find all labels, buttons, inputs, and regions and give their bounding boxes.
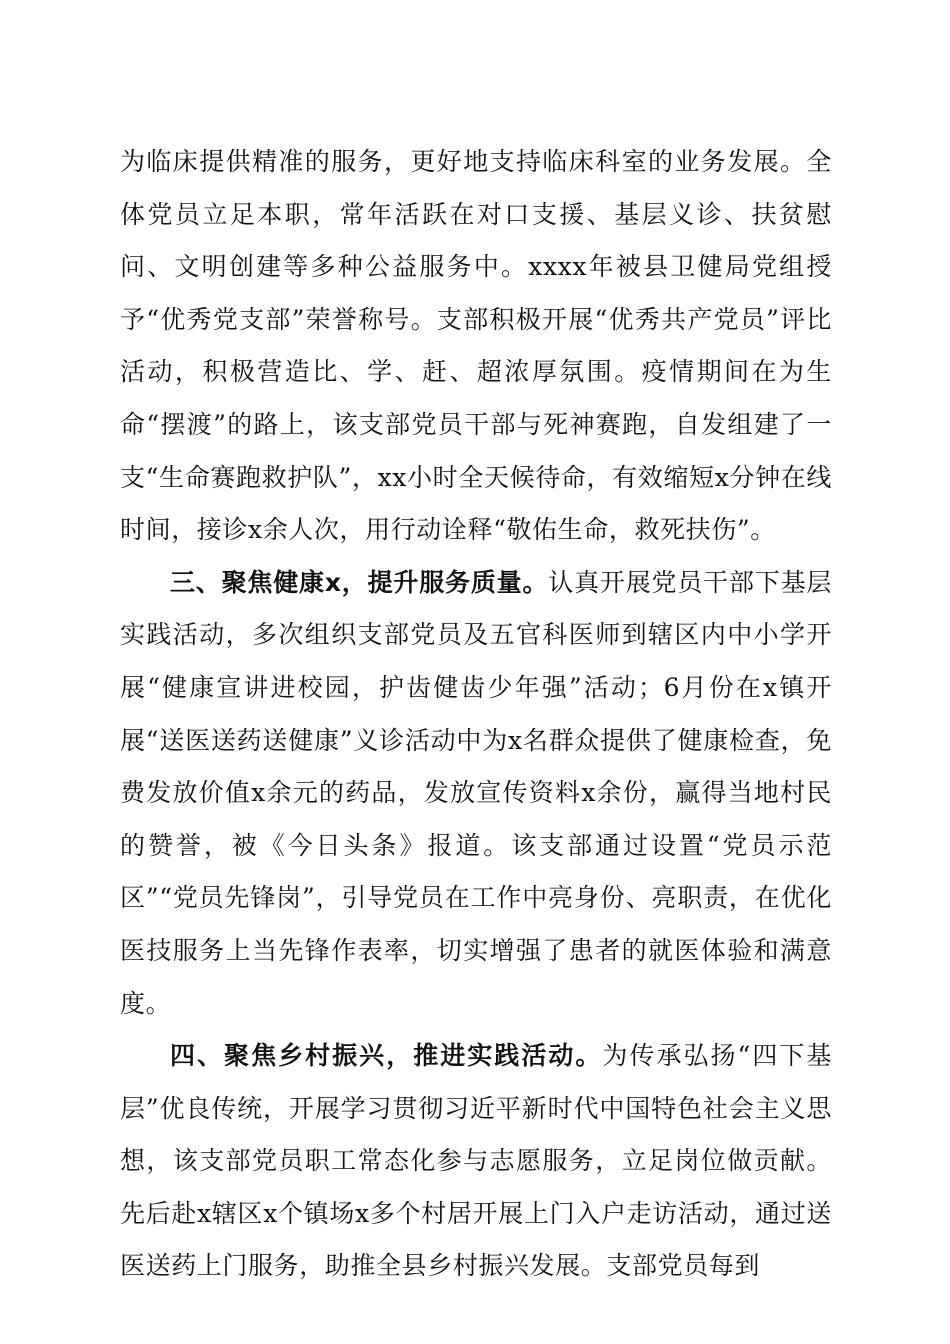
paragraph-1-body: 为临床提供精准的服务，更好地支持临床科室的业务发展。全体党员立足本职，常年活跃在对口支援、基层义诊、扶贫慰问、文明创建等多种公益服务中。xxxx年被县卫健局党组授予“优秀党支部”荣誉称号。支部积极开展“优秀共产党员”评比活动，积极营造比、学、赶、超浓厚氛围。疫情期间在为生命“摆渡”的路上，该支部党员干部与死神赛跑，自发组建了一支“生命赛跑救护队”，xx小时全天候待命，有效缩短x分钟在线时间，接诊x余人次，用行动诠释“敬佑生命，救死扶伤”。: [120, 147, 832, 545]
paragraph-1: [120, 136, 832, 557]
paragraph-2: [120, 557, 832, 1030]
document-body: [120, 136, 832, 1293]
paragraph-2-body: 认真开展党员干部下基层实践活动，多次组织支部党员及五官科医师到辖区内中小学开展“健康宣讲进校园，护齿健齿少年强”活动；6月份在x镇开展“送医送药送健康”义诊活动中为x名群众提供了健康检查，免费发放价值x余元的药品，发放宣传资料x余份，赢得当地村民的赞誉，被《今日头条》报道。该支部通过设置“党员示范区”“党员先锋岗”，引导党员在工作中亮身份、亮职责，在优化医技服务上当先锋作表率，切实增强了患者的就医体验和满意度。: [120, 567, 832, 1018]
section-heading-3: 三、聚焦健康x，提升服务质量。: [170, 567, 549, 597]
paragraph-3-body: 为传承弘扬“四下基层”优良传统，开展学习贯彻习近平新时代中国特色社会主义思想，该支部党员职工常态化参与志愿服务，立足岗位做贡献。先后赴x辖区x个镇场x多个村居开展上门入户走访活动，通过送医送药上门服务，助推全县乡村振兴发展。支部党员每到: [120, 1041, 832, 1281]
section-heading-4: 四、聚焦乡村振兴，推进实践活动。: [170, 1041, 603, 1071]
paragraph-3: [120, 1030, 832, 1293]
